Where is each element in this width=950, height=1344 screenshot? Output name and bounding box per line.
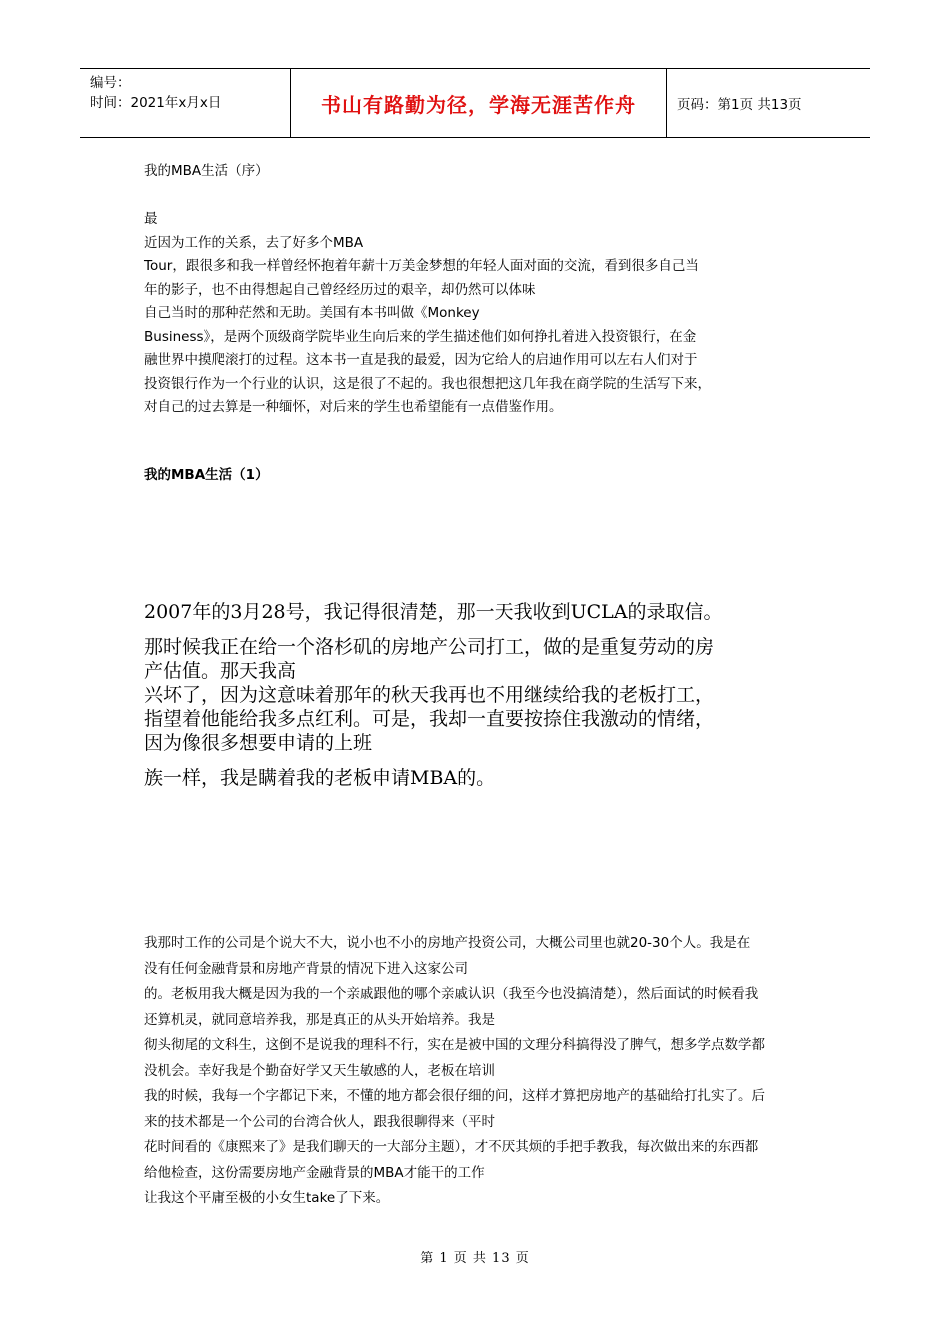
opening-paragraph xyxy=(144,763,804,793)
preface-body xyxy=(144,208,804,420)
preface-line: 最 xyxy=(144,211,158,227)
opening-line: 产估值。那天我高 xyxy=(144,660,297,682)
body-line: 让我这个平庸至极的小女生take了下来。 xyxy=(144,1190,390,1206)
preface-title: 我的MBA生活（序） xyxy=(144,163,269,179)
page-footer: 第 1 页 共 13 页 xyxy=(420,1251,530,1266)
preface-line: 自己当时的那种茫然和无助。美国有本书叫做《Monkey xyxy=(144,305,480,321)
body-line: 彻头彻尾的文科生，这倒不是说我的理科不行，实在是被中国的文理分科搞得没了脾气，想多学点数学都 xyxy=(144,1037,765,1053)
opening-line: 2007年的3月28号，我记得很清楚，那一天我收到UCLA的录取信。 xyxy=(144,601,723,623)
preface-line: Tour，跟很多和我一样曾经怀抱着年薪十万美金梦想的年轻人面对面的交流，看到很多自己当 xyxy=(144,258,699,274)
preface-line: 投资银行作为一个行业的认识，这是很了不起的。我也很想把这几年我在商学院的生活写下来， xyxy=(144,375,711,392)
number-label: 编号： xyxy=(90,75,131,91)
body-line: 花时间看的《康熙来了》是我们聊天的一大部分主题），才不厌其烦的手把手教我，每次做出来的东西都 xyxy=(144,1139,759,1155)
body-line: 来的技术都是一个公司的台湾合伙人，跟我很聊得来（平时 xyxy=(144,1113,495,1130)
header-table xyxy=(80,68,870,138)
opening-paragraph xyxy=(144,635,804,755)
opening-line: 因为像很多想要申请的上班 xyxy=(144,732,373,754)
opening-paragraphs xyxy=(144,597,804,793)
body-line: 还算机灵，就同意培养我，那是真正的从头开始培养。我是 xyxy=(144,1011,495,1028)
header-left-cell xyxy=(80,69,290,137)
opening-line: 兴坏了，因为这意味着那年的秋天我再也不用继续给我的老板打工， xyxy=(144,684,715,706)
preface-line: 近因为工作的关系，去了好多个MBA xyxy=(144,234,364,251)
motto: 书山有路勤为径，学海无涯苦作舟 xyxy=(290,69,667,137)
body-line: 没机会。幸好我是个勤奋好学又天生敏感的人，老板在培训 xyxy=(144,1062,495,1079)
body-line: 给他检查，这份需要房地产金融背景的MBA才能干的工作 xyxy=(144,1164,485,1181)
body-line: 没有任何金融背景和房地产背景的情况下进入这家公司 xyxy=(144,960,468,977)
time-label: 时间：2021年x月x日 xyxy=(90,95,222,111)
preface-line: 融世界中摸爬滚打的过程。这本书一直是我的最爱，因为它给人的启迪作用可以左右人们对于 xyxy=(144,352,698,368)
body-line: 我那时工作的公司是个说大不大，说小也不小的房地产投资公司，大概公司里也就20-30个人。我是在 xyxy=(144,935,751,951)
preface-line: 年的影子，也不由得想起自己曾经经历过的艰辛，却仍然可以体味 xyxy=(144,281,536,298)
body-line: 的。老板用我大概是因为我的一个亲戚跟他的哪个亲戚认识（我至今也没搞清楚），然后面试的时候看我 xyxy=(144,986,759,1002)
opening-line: 族一样，我是瞒着我的老板申请MBA的。 xyxy=(144,767,496,789)
opening-line: 指望着他能给我多点红利。可是，我却一直要按捺住我激动的情绪， xyxy=(144,708,715,730)
preface-line: Business》，是两个顶级商学院毕业生向后来的学生描述他们如何挣扎着进入投资银行，在金 xyxy=(144,328,697,345)
chapter-title: 我的MBA生活（1） xyxy=(144,467,269,483)
opening-paragraph xyxy=(144,597,804,627)
page-label: 页码：第1页 共13页 xyxy=(677,97,802,113)
body-line: 我的时候，我每一个字都记下来，不懂的地方都会很仔细的问，这样才算把房地产的基础给打扎实了。后 xyxy=(144,1088,765,1104)
opening-line: 那时候我正在给一个洛杉矶的房地产公司打工，做的是重复劳动的房 xyxy=(144,636,715,658)
body-paragraph xyxy=(144,931,804,1212)
preface-line: 对自己的过去算是一种缅怀，对后来的学生也希望能有一点借鉴作用。 xyxy=(144,399,563,415)
